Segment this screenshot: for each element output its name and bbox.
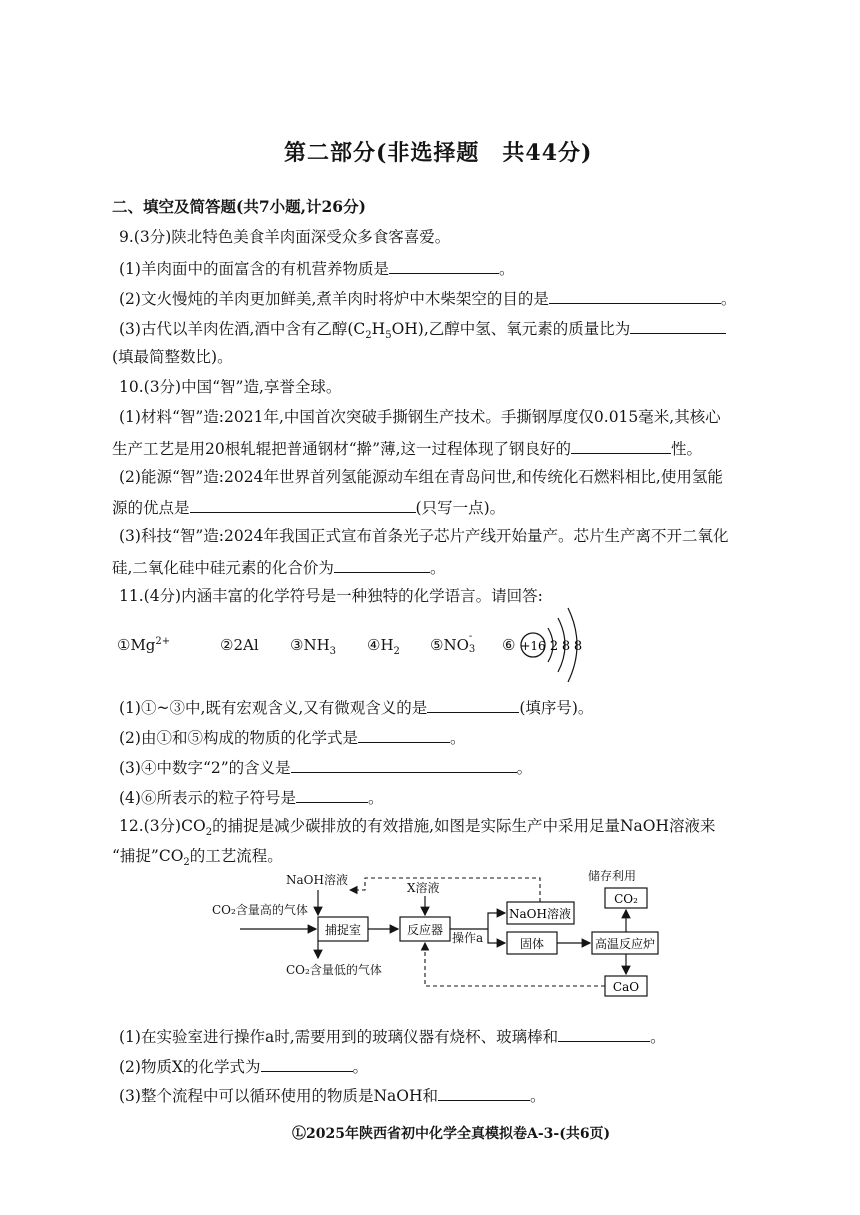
q12-part2-blank[interactable] bbox=[261, 1056, 353, 1072]
q10-part3-blank[interactable] bbox=[334, 557, 430, 573]
q11-part1-blank[interactable] bbox=[427, 697, 519, 713]
symbol-6: ⑥ bbox=[502, 636, 516, 654]
capture-chamber-label: 捕捉室 bbox=[324, 923, 362, 937]
period: 。 bbox=[720, 290, 737, 308]
shell-electrons-3: 8 bbox=[573, 639, 583, 654]
symbol-4: $④H_2$ bbox=[367, 636, 400, 657]
reactor-to-solid-arrow bbox=[488, 929, 505, 943]
part-heading: 二、填空及简答题(共7小题,计26分) bbox=[112, 197, 366, 216]
co2-label: CO₂ bbox=[614, 892, 638, 906]
q11-part2-blank[interactable] bbox=[358, 727, 450, 743]
q10-part1-line1: (1)材料“智”造:2021年,中国首次突破手撕钢生产技术。手撕钢厚度仅0.015毫米,其核心 bbox=[119, 408, 721, 426]
q10-part3-line1: (3)科技“智”造:2024年我国正式宣布首条光子芯片产线开始量产。芯片生产离不开二氧化 bbox=[119, 527, 729, 545]
q11-part4-blank[interactable] bbox=[296, 787, 368, 803]
symbol-2: ②2Al bbox=[220, 636, 259, 654]
q10-stem: 10.(3分)中国“智”造,享誉全球。 bbox=[119, 378, 342, 396]
naoh-solution-label: NaOH溶液 bbox=[286, 873, 348, 887]
furnace-label: 高温反应炉 bbox=[594, 937, 656, 951]
nucleus-charge: +16 bbox=[520, 639, 546, 653]
q10-part2-line2 bbox=[112, 497, 505, 517]
q12-part3: (3)整个流程中可以循环使用的物质是NaOH和 。 bbox=[119, 1087, 546, 1105]
solid-label: 固体 bbox=[519, 937, 545, 951]
section-title: 第二部分(非选择题 共44分) bbox=[284, 140, 593, 166]
naoh-recycle-dashed-arrow bbox=[350, 878, 540, 902]
operation-a-label: 操作a bbox=[452, 931, 484, 945]
q9-part3-blank[interactable] bbox=[630, 318, 726, 334]
symbol-5: ⑤NO - 3 bbox=[430, 631, 476, 655]
q10-part1-line2 bbox=[112, 438, 702, 458]
q9-part1-text: (1)羊肉面中的面富含的有机营养物质是 bbox=[119, 260, 389, 278]
q10-part1-text: 生产工艺是用20根轧辊把普通钢材“擀”薄,这一过程体现了钢良好的 bbox=[112, 440, 572, 458]
q12-part2: (2)物质X的化学式为 。 bbox=[119, 1058, 369, 1076]
q12-part1: (1)在实验室进行操作a时,需要用到的玻璃仪器有烧杯、玻璃棒和 。 bbox=[119, 1028, 666, 1046]
x-solution-label: X溶液 bbox=[407, 881, 440, 895]
q10-part1-end: 性。 bbox=[671, 440, 703, 458]
q11-part1: (1)①~③中,既有宏观含义,又有微观含义的是 (填序号)。 bbox=[119, 699, 594, 717]
q9-part3-text-b: H bbox=[371, 320, 386, 338]
q10-part1-blank[interactable] bbox=[571, 438, 671, 454]
q12-stem-line2: “捕捉$”CO_2$的工艺流程。 bbox=[112, 847, 283, 869]
q12-stem-line1: 12.(3分)$CO_2$的捕捉是减少碳排放的有效措施,如图是实际生产中采用足量NaOH溶液来 bbox=[119, 817, 716, 839]
reactor-label: 反应器 bbox=[406, 923, 444, 937]
q11-part3-blank[interactable] bbox=[291, 757, 517, 773]
shell-electrons-1: 2 bbox=[549, 639, 559, 654]
q10-part2-blank[interactable] bbox=[190, 497, 416, 513]
q9-sub-2: 5 bbox=[385, 330, 392, 342]
storage-label: 储存利用 bbox=[588, 869, 637, 883]
symbol-5-sub: 3 bbox=[468, 644, 476, 655]
q9-part3 bbox=[119, 318, 726, 345]
period: 。 bbox=[498, 260, 515, 278]
symbol-3: $③NH_3$ bbox=[290, 636, 337, 657]
page-footer: Ⓛ2025年陕西省初中化学全真模拟卷A-3-(共6页) bbox=[292, 1126, 611, 1142]
low-co2-gas-label: CO₂含量低的气体 bbox=[286, 963, 382, 977]
reactor-to-naoh-arrow bbox=[450, 913, 505, 929]
q12-part3-blank[interactable] bbox=[438, 1085, 530, 1101]
q9-part3-text-c: OH),乙醇中氢、氧元素的质量比为 bbox=[391, 320, 631, 338]
symbol-5-charge: - bbox=[468, 631, 473, 642]
q9-part3-cont: (填最简整数比)。 bbox=[112, 348, 233, 366]
q9-part2 bbox=[119, 288, 736, 308]
cao-label: CaO bbox=[612, 980, 640, 994]
q10-part2-text: 源的优点是 bbox=[112, 499, 190, 517]
q9-part2-blank[interactable] bbox=[549, 288, 721, 304]
shell-electrons-2: 8 bbox=[561, 639, 571, 654]
q10-part2-end: (只写一点)。 bbox=[415, 499, 506, 517]
q9-sub-1: 2 bbox=[365, 330, 372, 342]
cao-recycle-dashed-arrow bbox=[425, 943, 605, 986]
sulfur-atom-structure-diagram bbox=[515, 600, 590, 690]
co2-capture-flow-diagram bbox=[200, 862, 680, 1012]
q9-part2-text: (2)文火慢炖的羊肉更加鲜美,煮羊肉时将炉中木柴架空的目的是 bbox=[119, 290, 549, 308]
q9-part1 bbox=[119, 258, 514, 278]
symbol-1: $①Mg^{2+}$ bbox=[117, 636, 171, 654]
q12-part1-blank[interactable] bbox=[558, 1026, 650, 1042]
period: 。 bbox=[429, 559, 446, 577]
q9-part3-text-a: (3)古代以羊肉佐酒,酒中含有乙醇(C bbox=[119, 320, 366, 338]
naoh-output-label: NaOH溶液 bbox=[509, 907, 571, 921]
q11-part3: (3)④中数字“2”的含义是 。 bbox=[119, 759, 533, 777]
q11-part2: (2)由①和⑤构成的物质的化学式是 。 bbox=[119, 729, 466, 747]
q10-part3-text: 硅,二氧化硅中硅元素的化合价为 bbox=[112, 559, 334, 577]
q11-part4: (4)⑥所表示的粒子符号是 。 bbox=[119, 789, 384, 807]
high-co2-gas-label: CO₂含量高的气体 bbox=[212, 903, 308, 917]
q10-part3-line2 bbox=[112, 557, 445, 577]
q9-stem: 9.(3分)陕北特色美食羊肉面深受众多食客喜爱。 bbox=[119, 228, 451, 246]
q10-part2-line1: (2)能源“智”造:2024年世界首列氢能源动车组在青岛问世,和传统化石燃料相比,使用氢能 bbox=[119, 468, 723, 486]
q11-stem: 11.(4分)内涵丰富的化学符号是一种独特的化学语言。请回答: bbox=[119, 587, 543, 605]
q9-part1-blank[interactable] bbox=[389, 258, 499, 274]
